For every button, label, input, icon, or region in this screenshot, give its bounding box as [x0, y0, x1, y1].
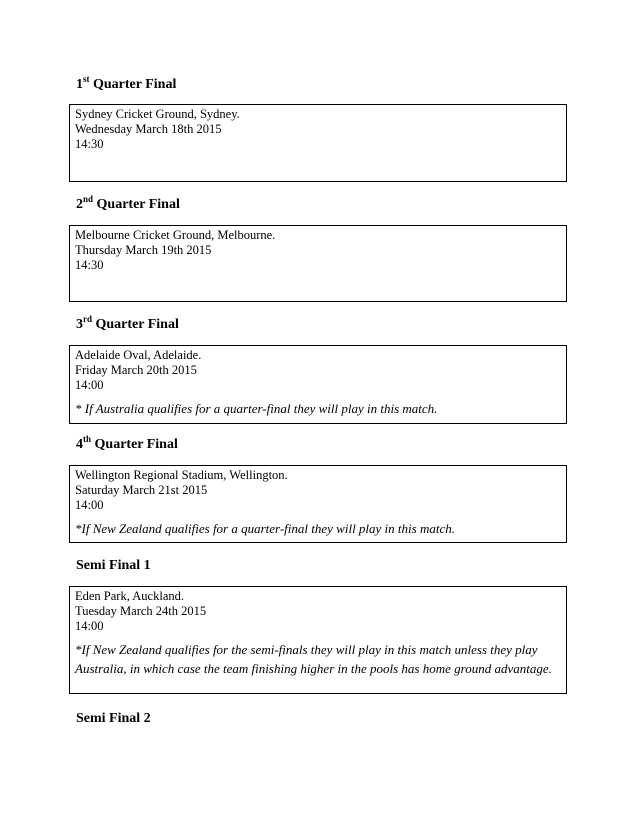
- time-text: 14:30: [75, 258, 104, 272]
- match-details-box-qf4: [69, 465, 567, 543]
- venue-text: Melbourne Cricket Ground, Melbourne.: [75, 228, 276, 242]
- time-text: 14:00: [75, 498, 104, 512]
- note-text: *If New Zealand qualifies for a quarter-final they will play in this match.: [75, 521, 455, 536]
- heading-number: 2: [76, 197, 83, 212]
- heading-ordinal-suffix: rd: [83, 314, 92, 324]
- match-heading-sf2: [76, 711, 151, 727]
- date-text: Wednesday March 18th 2015: [75, 122, 222, 136]
- heading-ordinal-suffix: th: [83, 434, 92, 444]
- heading-number: 4: [76, 437, 83, 452]
- heading-label: Quarter Final: [93, 197, 180, 212]
- venue-text: Eden Park, Auckland.: [75, 589, 185, 603]
- match-heading-qf3: [76, 314, 179, 333]
- heading-number: 1: [76, 77, 83, 92]
- time-text: 14:30: [75, 137, 104, 151]
- date-text: Friday March 20th 2015: [75, 363, 197, 377]
- note-text: * If Australia qualifies for a quarter-final they will play in this match.: [75, 401, 438, 416]
- heading-number: 3: [76, 317, 83, 332]
- match-details-box-qf3: [69, 345, 567, 424]
- heading-ordinal-suffix: st: [83, 74, 90, 84]
- match-heading-qf4: [76, 434, 178, 453]
- date-text: Tuesday March 24th 2015: [75, 604, 207, 618]
- heading-label: Quarter Final: [89, 77, 177, 92]
- venue-text: Sydney Cricket Ground, Sydney.: [75, 107, 240, 121]
- match-heading-qf1: [76, 74, 177, 93]
- match-details-box-qf2: [69, 225, 567, 302]
- match-heading-qf2: [76, 194, 180, 213]
- heading-label: Quarter Final: [91, 437, 178, 452]
- match-details-box-sf1: [69, 586, 567, 694]
- match-details-box-qf1: [69, 104, 567, 182]
- time-text: 14:00: [75, 378, 104, 392]
- date-text: Thursday March 19th 2015: [75, 243, 212, 257]
- time-text: 14:00: [75, 619, 104, 633]
- match-heading-sf1: [76, 558, 151, 574]
- heading-label: Quarter Final: [92, 317, 179, 332]
- venue-text: Wellington Regional Stadium, Wellington.: [75, 468, 288, 482]
- heading-label: Semi Final 2: [76, 711, 151, 726]
- date-text: Saturday March 21st 2015: [75, 483, 208, 497]
- venue-text: Adelaide Oval, Adelaide.: [75, 348, 202, 362]
- note-text: *If New Zealand qualifies for the semi-finals they will play in this match unless they play Australia, in which case the team finishing higher in the pools has home ground advantage.: [75, 642, 552, 676]
- heading-ordinal-suffix: nd: [83, 194, 94, 204]
- heading-label: Semi Final 1: [76, 558, 151, 573]
